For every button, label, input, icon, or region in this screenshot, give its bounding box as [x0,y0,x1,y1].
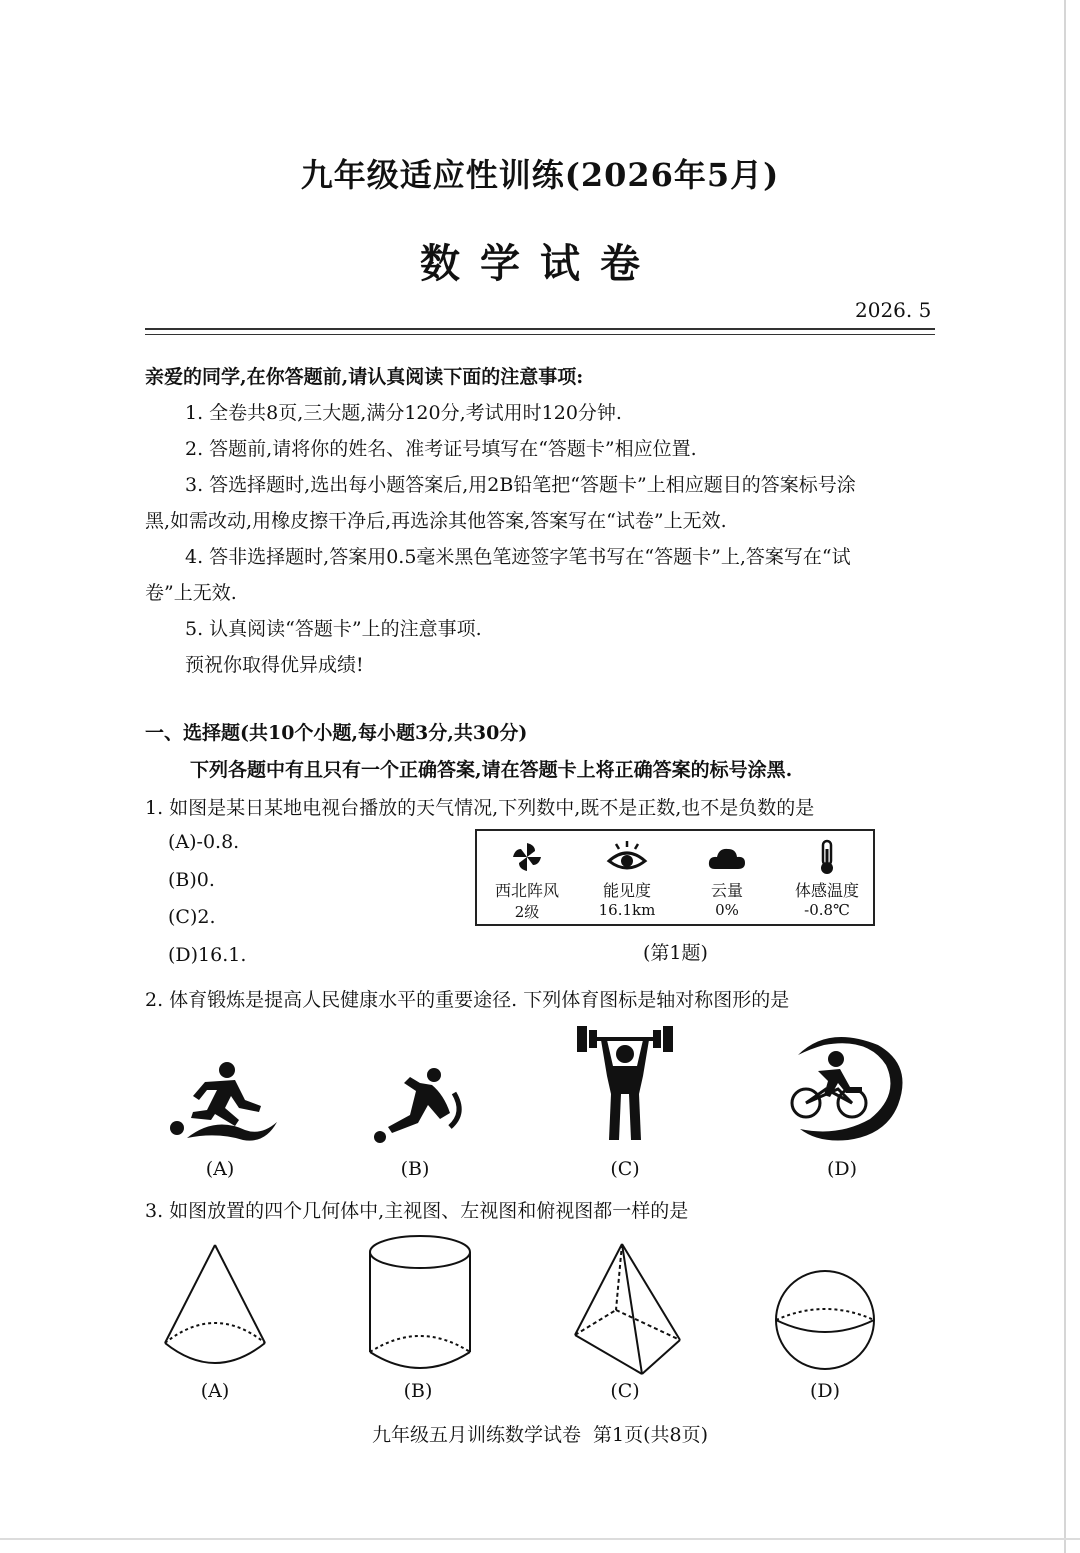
exam-date: 2026. 5 [855,298,932,322]
weather-panel [475,829,875,926]
weather-value-visibility: 16.1km [598,901,656,919]
cloud-icon [707,839,747,875]
q2-label-b: (B) [400,1158,430,1180]
notice-item-4: 4. 答非选择题时,答案用0.5毫米黑色笔迹签字笔书写在“答题卡”上,答案写在“试 [185,546,851,568]
exam-subject: 数学试卷 [420,240,660,287]
pyramid-icon [570,1240,685,1385]
notice-wish: 预祝你取得优异成绩! [185,654,364,676]
wind-icon [507,839,547,875]
q2-stem: 2. 体育锻炼是提高人民健康水平的重要途径. 下列体育图标是轴对称图形的是 [145,989,790,1011]
q1-option-d: (D)16.1. [168,944,247,966]
weather-label-visibility: 能见度 [602,881,651,900]
notice-item-4-cont: 卷”上无效. [145,582,237,604]
section-heading: 一、选择题(共10个小题,每小题3分,共30分) [145,722,528,744]
cylinder-icon [365,1232,475,1377]
weather-item-wind [477,831,577,924]
notice-intro: 亲爱的同学,在你答题前,请认真阅读下面的注意事项: [145,366,584,388]
weather-item-temperature [777,831,877,924]
notice-item-3: 3. 答选择题时,选出每小题答案后,用2B铅笔把“答题卡”上相应题目的答案标号涂 [185,474,856,496]
weather-item-cloud [677,831,777,924]
soccer-player-icon [370,1065,470,1145]
q3-stem: 3. 如图放置的四个几何体中,主视图、左视图和俯视图都一样的是 [145,1200,689,1222]
notice-item-5: 5. 认真阅读“答题卡”上的注意事项. [185,618,482,640]
q3-label-b: (B) [403,1380,433,1402]
weather-value-temperature: -0.8℃ [804,901,850,919]
q3-label-d: (D) [809,1380,841,1402]
notice-item-1: 1. 全卷共8页,三大题,满分120分,考试用时120分钟. [185,402,622,424]
q1-option-a: (A)-0.8. [168,831,240,853]
q2-label-c: (C) [610,1158,640,1180]
weather-value-wind: 2级 [514,903,540,921]
runner-icon [165,1060,280,1145]
exam-title: 九年级适应性训练(2026年5月) [300,156,780,194]
q3-label-a: (A) [200,1380,230,1402]
thermometer-icon [807,839,847,875]
weather-item-visibility [577,831,677,924]
cyclist-icon [778,1025,908,1145]
q3-label-c: (C) [610,1380,640,1402]
header-rule [145,328,935,330]
eye-icon [607,839,647,875]
weather-label-wind: 西北阵风 [494,881,559,900]
weightlifter-icon [575,1020,675,1145]
page-footer: 九年级五月训练数学试卷 第1页(共8页) [371,1424,709,1446]
page-edge-bottom [0,1538,1080,1540]
q2-label-a: (A) [205,1158,235,1180]
notice-item-3-cont: 黑,如需改动,用橡皮擦干净后,再选涂其他答案,答案写在“试卷”上无效. [145,510,727,532]
weather-label-temperature: 体感温度 [794,881,859,900]
sphere-icon [773,1268,878,1373]
q2-label-d: (D) [826,1158,858,1180]
notice-item-2: 2. 答题前,请将你的姓名、准考证号填写在“答题卡”相应位置. [185,438,697,460]
cone-icon [160,1240,270,1385]
header-rule-thin [145,334,935,335]
q1-option-b: (B)0. [168,869,215,891]
q1-option-c: (C)2. [168,906,216,928]
q1-caption: (第1题) [643,942,708,964]
weather-label-cloud: 云量 [710,881,743,900]
weather-value-cloud: 0% [715,901,739,919]
section-instruction: 下列各题中有且只有一个正确答案,请在答题卡上将正确答案的标号涂黑. [190,759,793,781]
q1-stem: 1. 如图是某日某地电视台播放的天气情况,下列数中,既不是正数,也不是负数的是 [145,797,815,819]
